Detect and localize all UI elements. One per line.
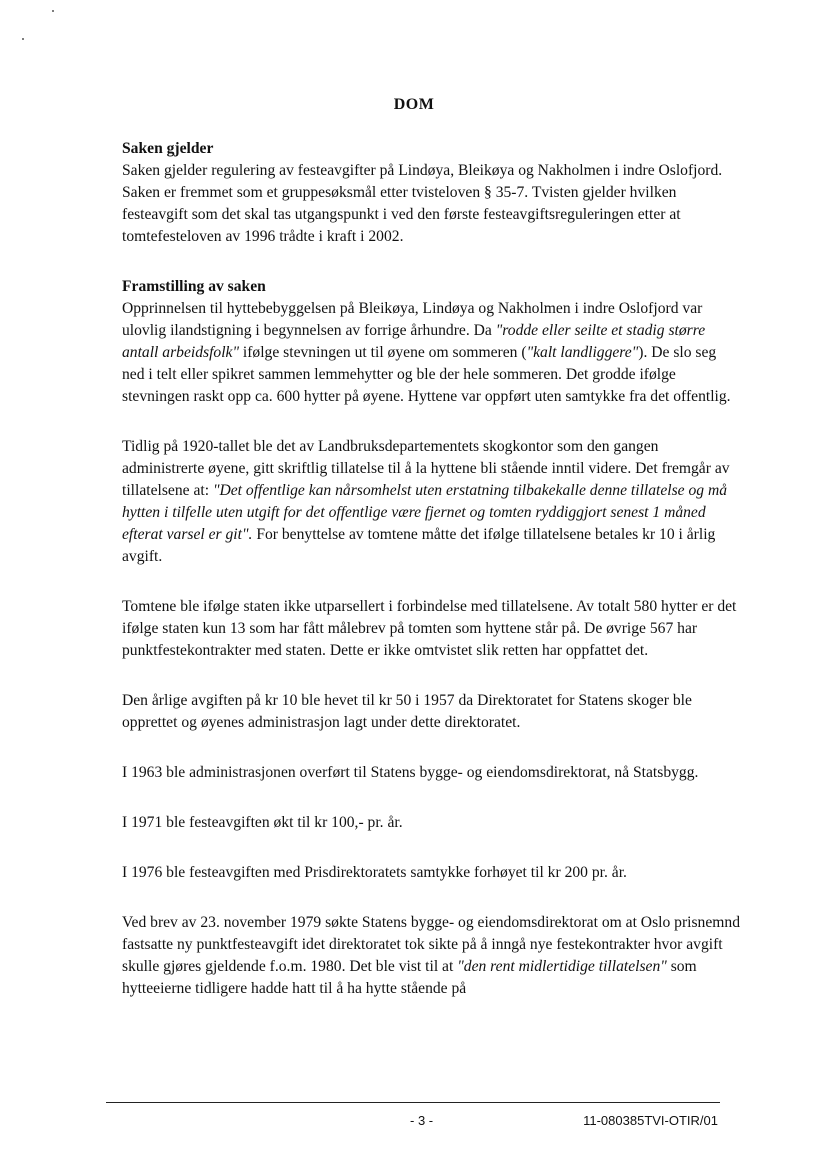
- document-body: [122, 138, 742, 1000]
- page-number: - 3 -: [410, 1113, 434, 1128]
- text-run: I 1963 ble administrasjonen overført til Statens bygge- og eiendomsdirektorat, nå Statsbygg.: [122, 764, 699, 781]
- page-title: DOM: [393, 96, 435, 113]
- paragraph: [122, 812, 742, 834]
- text-run: Ved brev av 23. november 1979 søkte Statens bygge- og eiendomsdirektorat om at Oslo prisnemnd fastsatte ny punktfesteavgift idet direktoratet tok sikte på å inngå nye festekontrakter hvor avgift skulle gjøres gjeldende f.o.m. 1980. Det ble vist til at: [122, 914, 740, 975]
- text-run: Opprinnelsen til hyttebebyggelsen på Bleikøya, Lindøya og Nakholmen i indre Oslofjord var ulovlig ilandstigning i begynnelsen av forrige århundre. Da: [122, 300, 703, 339]
- paragraph: [122, 160, 742, 248]
- section-heading: Framstilling av saken: [122, 278, 266, 295]
- quoted-text: "Det offentlige kan nårsomhelst uten erstatning tilbakekalle denne tillatelse og må hytten i tilfelle uten utgift for det offentlige være fjernet og tomten ryddiggjort senest 1 måned efterat varsel er git".: [122, 482, 728, 543]
- paragraph: [122, 690, 742, 734]
- text-run: ). De slo seg ned i telt eller spikret sammen lemmehytter og ble der hele sommeren. Det grodde ifølge stevningen raskt opp ca. 600 hytter på øyene. Hyttene var oppført uten samtykke fra det offentlig.: [122, 344, 731, 405]
- section-saken-gjelder: [122, 138, 742, 248]
- scan-speck: [22, 38, 24, 40]
- paragraph: [122, 912, 742, 1000]
- paragraph: [122, 298, 742, 408]
- text-run: ifølge stevningen ut til øyene om sommeren (: [239, 344, 527, 361]
- paragraph: [122, 596, 742, 662]
- scan-speck: [52, 10, 54, 12]
- text-run: Tidlig på 1920-tallet ble det av Landbruksdepartementets skogkontor som den gangen administrerte øyene, gitt skriftlig tillatelse til å la hyttene bli stående inntil videre. Det fremgår av tillatelsene at:: [122, 438, 730, 499]
- footer-rule: [106, 1102, 720, 1103]
- paragraph: [122, 436, 742, 568]
- section-framstilling: [122, 276, 742, 1000]
- text-run: For benyttelse av tomtene måtte det ifølge tillatelsene betales kr 10 i årlig avgift.: [122, 526, 716, 565]
- case-number: 11-080385TVI-OTIR/01: [583, 1113, 718, 1128]
- text-run: Saken gjelder regulering av festeavgifter på Lindøya, Bleikøya og Nakholmen i indre Oslofjord. Saken er fremmet som et gruppesøksmål etter tvisteloven § 35-7. Tvisten gjelder hvilken festeavgift som det skal tas utgangspunkt i ved den første festeavgiftsreguleringen etter at tomtefesteloven av 1996 trådte i kraft i 2002.: [122, 162, 723, 245]
- text-run: I 1976 ble festeavgiften med Prisdirektoratets samtykke forhøyet til kr 200 pr. år.: [122, 864, 627, 881]
- section-heading: Saken gjelder: [122, 140, 214, 157]
- text-run: Tomtene ble ifølge staten ikke utparsellert i forbindelse med tillatelsene. Av totalt 580 hytter er det ifølge staten kun 13 som har fått målebrev på tomten som hyttene står på. De øvrige 567 har punktfestekontrakter med staten. Dette er ikke omtvistet slik retten har oppfattet det.: [122, 598, 737, 659]
- quoted-text: "den rent midlertidige tillatelsen": [457, 958, 667, 975]
- paragraph: [122, 862, 742, 884]
- paragraph: [122, 762, 742, 784]
- text-run: Den årlige avgiften på kr 10 ble hevet til kr 50 i 1957 da Direktoratet for Statens skoger ble opprettet og øyenes administrasjon lagt under dette direktoratet.: [122, 692, 692, 731]
- text-run: I 1971 ble festeavgiften økt til kr 100,- pr. år.: [122, 814, 403, 831]
- quoted-text: "kalt landliggere": [526, 344, 639, 361]
- quoted-text: "rodde eller seilte et stadig større antall arbeidsfolk": [122, 322, 706, 361]
- text-run: som hytteeierne tidligere hadde hatt til å ha hytte stående på: [122, 958, 697, 997]
